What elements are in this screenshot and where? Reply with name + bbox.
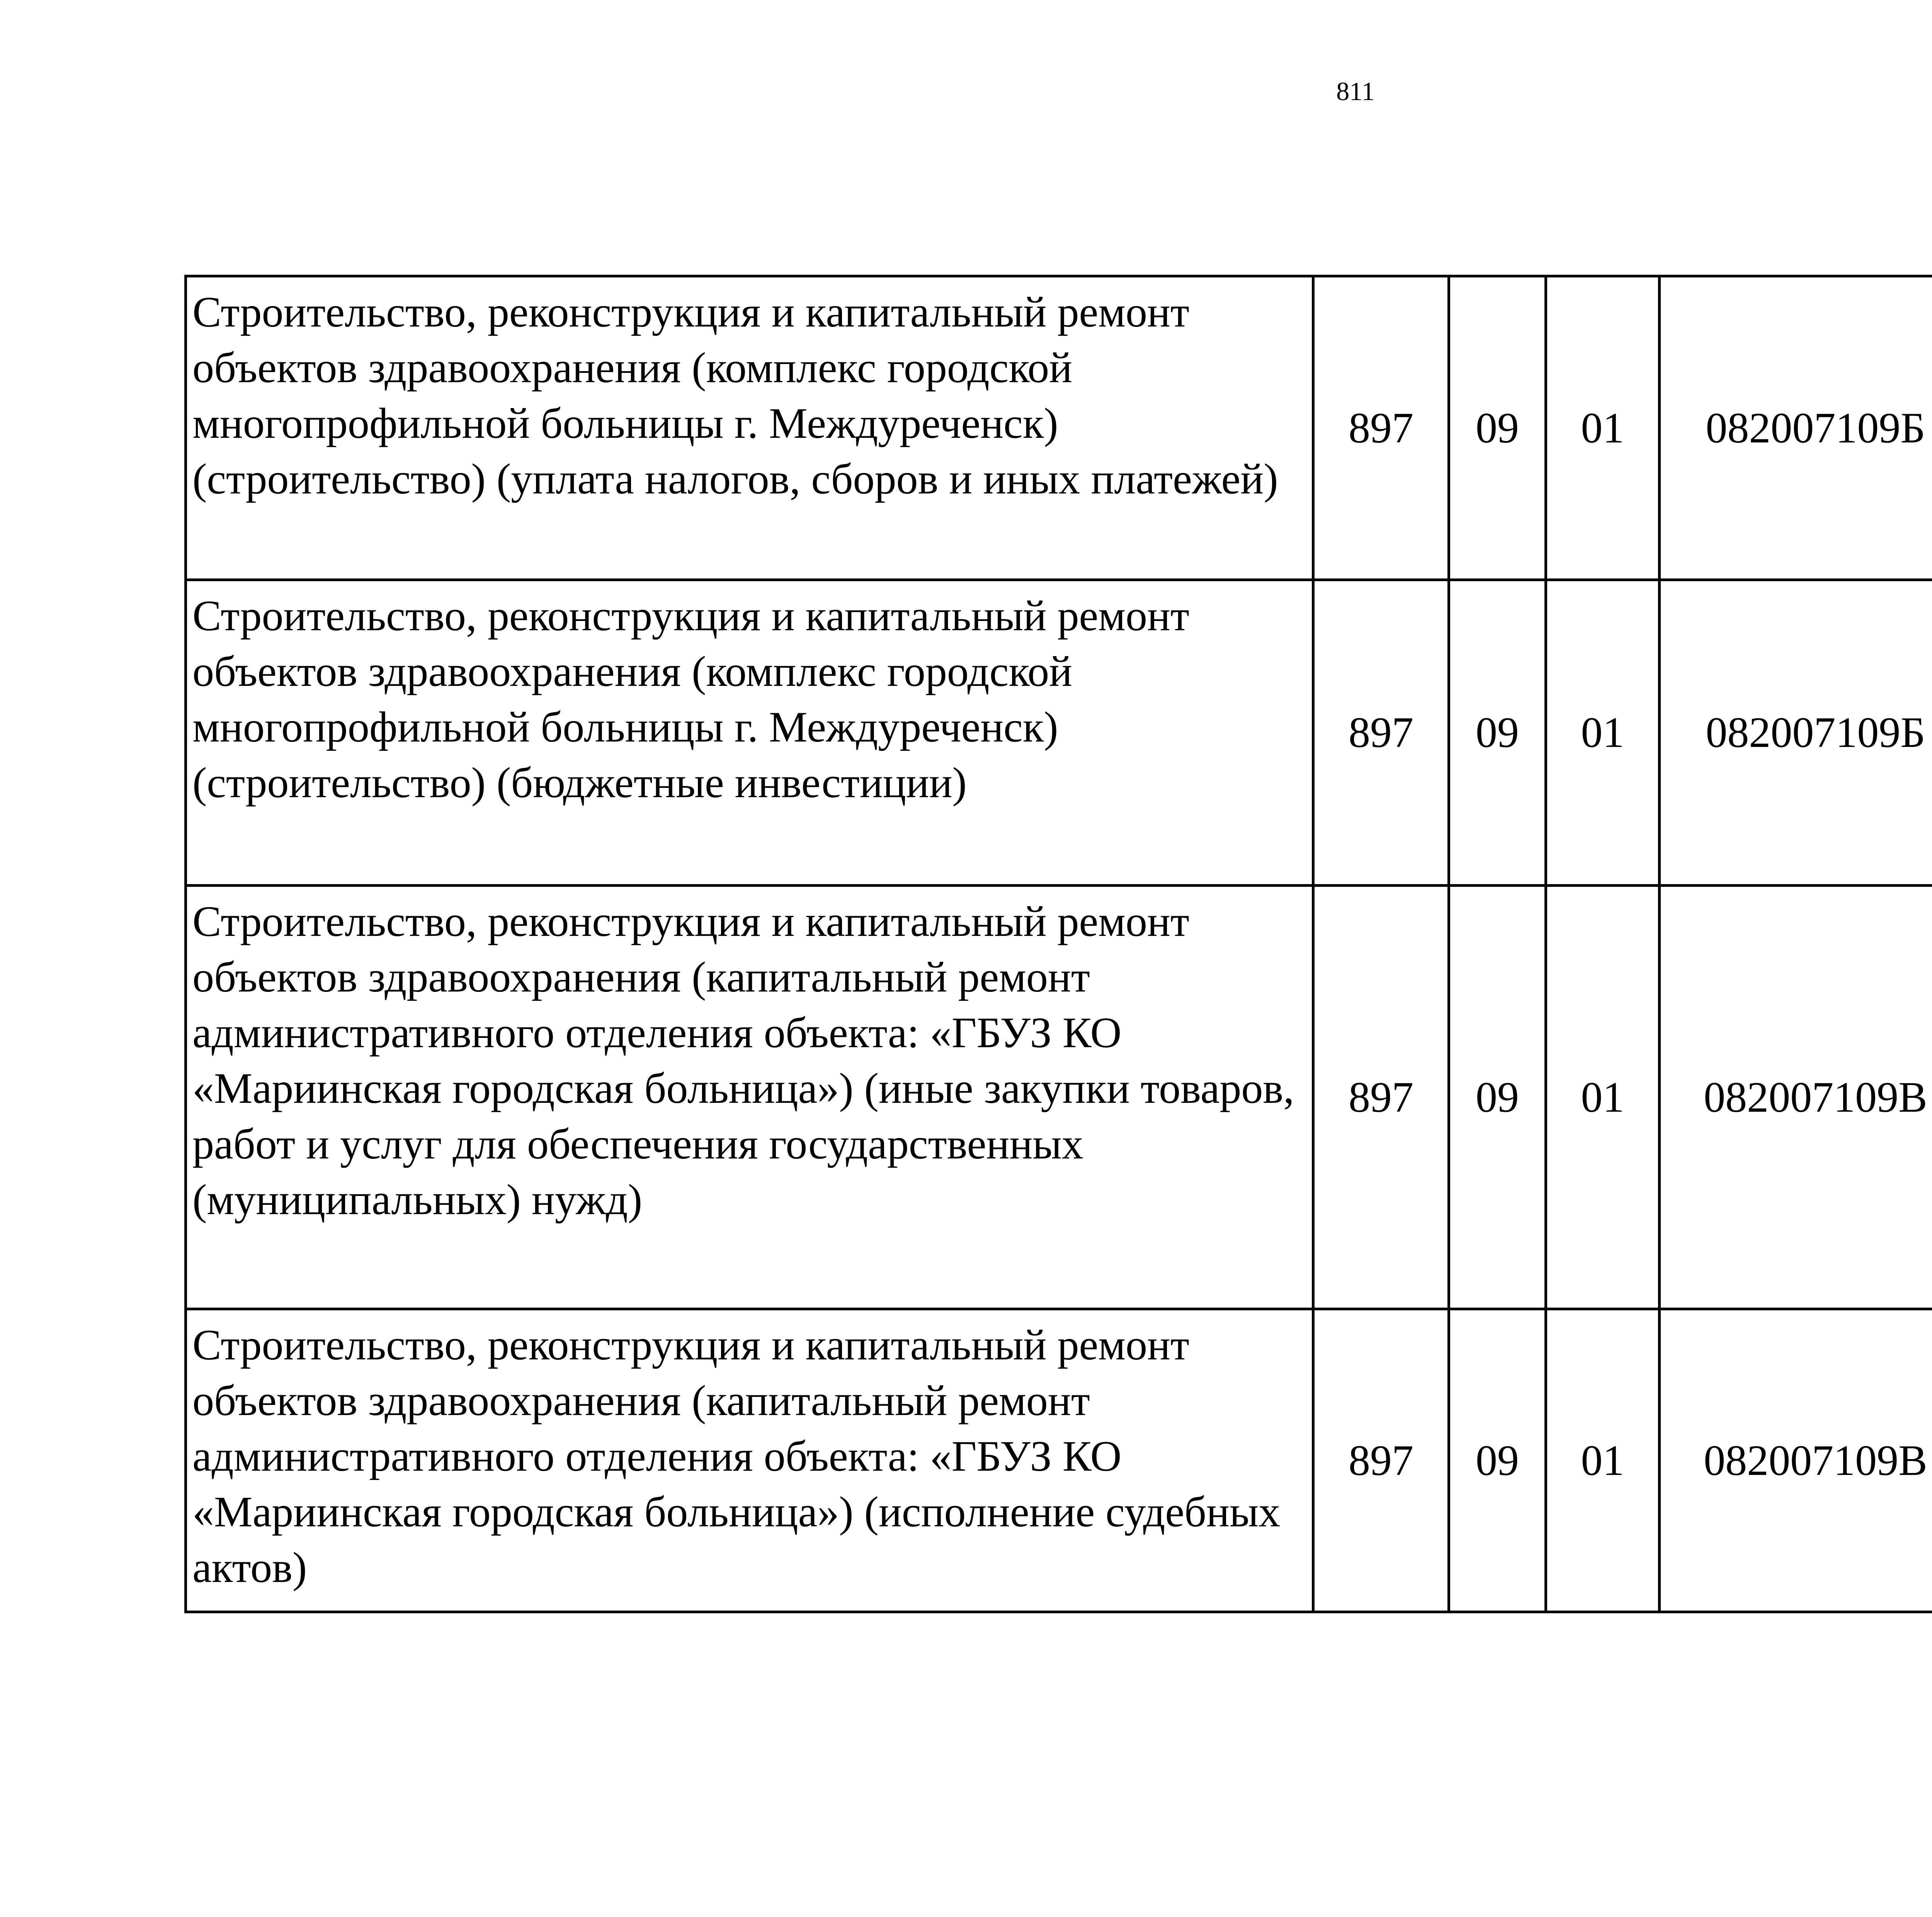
row-description: Строительство, реконструкция и капитальный ремонт объектов здравоохранения (капитальный ремонт административного отделения объекта: «ГБУЗ КО «Мариинская городская больница») (исполнение судебных актов) <box>186 1309 1313 1612</box>
section-code: 09 <box>1449 1309 1546 1612</box>
ministry-code: 897 <box>1313 1309 1449 1612</box>
table-row <box>186 886 1932 1309</box>
target-article-code: 082007109Б <box>1660 276 1932 580</box>
section-code: 09 <box>1449 276 1546 580</box>
subsection-code: 01 <box>1546 1309 1660 1612</box>
subsection-code: 01 <box>1546 580 1660 886</box>
subsection-code: 01 <box>1546 276 1660 580</box>
row-description: Строительство, реконструкция и капитальный ремонт объектов здравоохранения (комплекс городской многопрофильной больницы г. Междуреченск) (строительство) (уплата налогов, сборов и иных платежей) <box>186 276 1313 580</box>
target-article-code: 082007109Б <box>1660 580 1932 886</box>
table-row <box>186 580 1932 886</box>
table-row <box>186 1309 1932 1612</box>
ministry-code: 897 <box>1313 580 1449 886</box>
section-code: 09 <box>1449 886 1546 1309</box>
ministry-code: 897 <box>1313 276 1449 580</box>
budget-table <box>184 275 1932 1613</box>
row-description: Строительство, реконструкция и капитальный ремонт объектов здравоохранения (капитальный ремонт административного отделения объекта: «ГБУЗ КО «Мариинская городская больница») (иные закупки товаров, работ и услуг для обеспечения государственных (муниципальных) нужд) <box>186 886 1313 1309</box>
page-number: 811 <box>1336 77 1375 106</box>
row-description: Строительство, реконструкция и капитальный ремонт объектов здравоохранения (комплекс городской многопрофильной больницы г. Междуреченск) (строительство) (бюджетные инвестиции) <box>186 580 1313 886</box>
section-code: 09 <box>1449 580 1546 886</box>
ministry-code: 897 <box>1313 886 1449 1309</box>
target-article-code: 082007109В <box>1660 1309 1932 1612</box>
subsection-code: 01 <box>1546 886 1660 1309</box>
table-row <box>186 276 1932 580</box>
target-article-code: 082007109В <box>1660 886 1932 1309</box>
